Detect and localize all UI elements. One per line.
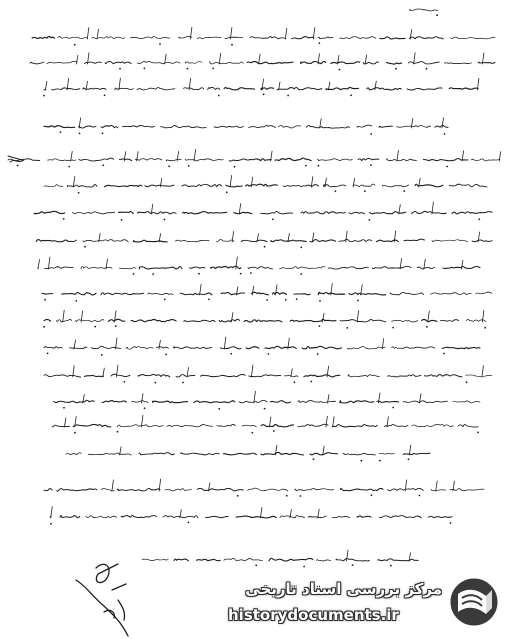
handwritten-line — [44, 479, 484, 497]
handwritten-line — [36, 231, 492, 248]
handwritten-line — [44, 118, 448, 135]
watermark-title: مرکز بررسی اسناد تاریخی — [245, 580, 442, 598]
book-emblem-icon — [446, 574, 502, 630]
handwritten-line — [409, 9, 438, 16]
handwritten-line — [43, 310, 486, 329]
handwritten-line — [34, 202, 492, 221]
handwritten-line — [44, 337, 480, 356]
handwritten-line — [44, 175, 487, 193]
handwritten-line — [38, 257, 480, 275]
handwritten-line — [30, 53, 495, 71]
handwritten-line — [8, 149, 501, 167]
handwritten-line — [32, 27, 495, 45]
handwritten-line — [43, 78, 479, 96]
watermark-url: historydocuments.ir — [228, 606, 399, 624]
archive-watermark — [224, 572, 506, 634]
handwritten-line — [54, 391, 480, 409]
handwritten-line — [66, 445, 430, 462]
handwritten-line — [44, 365, 492, 384]
handwritten-line — [42, 284, 492, 302]
handwritten-signature — [76, 564, 128, 636]
handwritten-line — [52, 415, 479, 433]
handwritten-line — [50, 507, 452, 525]
handwritten-line — [142, 550, 418, 567]
